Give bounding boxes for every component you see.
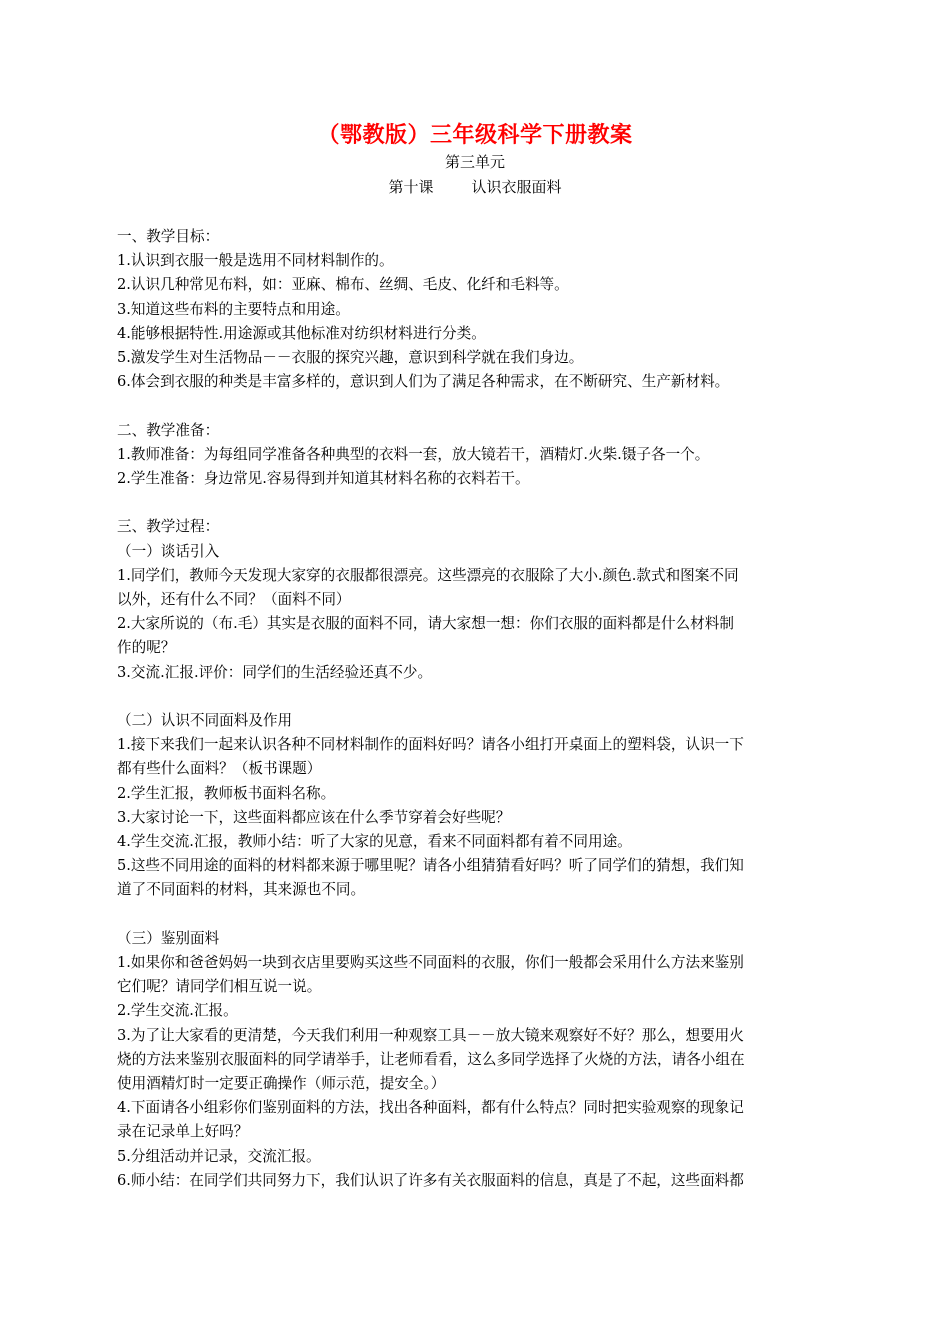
goal-item: 6.体会到衣服的种类是丰富多样的，意识到人们为了满足各种需求，在不断研究、生产新材料。	[117, 373, 730, 391]
goal-item: 2.认识几种常见布料，如：亚麻、棉布、丝绸、毛皮、化纤和毛料等。	[117, 276, 569, 294]
process-line: 5.这些不同用途的面料的材料都来源于哪里呢？请各小组猜猜看好吗？听了同学们的猜想，我们知	[117, 857, 744, 875]
process-line: 道了不同面料的材料，其来源也不同。	[117, 881, 366, 899]
subsection-heading-fabrics: （二）认识不同面料及作用	[117, 712, 293, 730]
process-line: 以外，还有什么不同？（面料不同）	[117, 591, 351, 609]
unit-heading: 第三单元	[444, 153, 505, 171]
blank-line	[117, 903, 835, 927]
process-line: 录在记录单上好吗？	[117, 1123, 249, 1141]
process-line: 3.为了让大家看的更清楚，今天我们利用一种观察工具－－放大镜来观察好不好？那么，想要用火	[117, 1026, 744, 1044]
process-line: 1.接下来我们一起来认识各种不同材料制作的面料好吗？请各小组打开桌面上的塑料袋，认识一下	[117, 736, 744, 754]
goal-item: 5.激发学生对生活物品－－衣服的探究兴趣，意识到科学就在我们身边。	[117, 349, 584, 367]
lesson-number: 第十课	[388, 178, 434, 196]
process-line: 4.学生交流.汇报，教师小结：听了大家的见意，看来不同面料都有着不同用途。	[117, 833, 632, 851]
blank-line	[117, 491, 835, 515]
lesson-heading	[0, 175, 950, 199]
process-line: 2.学生汇报，教师板书面料名称。	[117, 784, 336, 802]
blank-line	[117, 685, 835, 709]
process-line: 3.交流.汇报.评价：同学们的生活经验还真不少。	[117, 663, 433, 681]
subsection-heading-identify: （三）鉴别面料	[117, 929, 220, 947]
prep-item: 1.教师准备：为每组同学准备各种典型的衣料一套，放大镜若干，酒精灯.火柴.镊子各一个。	[117, 445, 710, 463]
document-title: （鄂教版）三年级科学下册教案	[317, 122, 633, 148]
process-line: 2.大家所说的（布.毛）其实是衣服的面料不同，请大家想一想：你们衣服的面料都是什么材料制	[117, 615, 734, 633]
process-line: 1.同学们，教师今天发现大家穿的衣服都很漂亮。这些漂亮的衣服除了大小.颜色.款式和图案不同	[117, 566, 739, 584]
document-body	[117, 225, 835, 1193]
goal-item: 3.知道这些布料的主要特点和用途。	[117, 300, 350, 318]
process-line: 烧的方法来鉴别衣服面料的同学请举手，让老师看看，这么多同学选择了火烧的方法，请各小组在	[117, 1050, 745, 1068]
process-line: 都有些什么面料？（板书课题）	[117, 760, 322, 778]
process-line: 1.如果你和爸爸妈妈一块到衣店里要购买这些不同面料的衣服，你们一般都会采用什么方法来鉴别	[117, 954, 744, 972]
process-line: 4.下面请各小组彩你们鉴别面料的方法，找出各种面料，都有什么特点？同时把实验观察的现象记	[117, 1099, 744, 1117]
prep-item: 2.学生准备：身边常见.容易得到并知道其材料名称的衣料若干。	[117, 470, 530, 488]
goal-item: 1.认识到衣服一般是选用不同材料制作的。	[117, 252, 394, 270]
lesson-name: 认识衣服面料	[471, 178, 562, 196]
section-heading-goals: 一、教学目标：	[117, 228, 220, 245]
process-line: 它们呢？请同学们相互说一说。	[117, 978, 322, 996]
section-heading-prep: 二、教学准备：	[117, 421, 220, 439]
section-heading-process: 三、教学过程：	[117, 518, 220, 536]
process-line: 3.大家讨论一下，这些面料都应该在什么季节穿着会好些呢？	[117, 808, 511, 826]
goal-item: 4.能够根据特性.用途源或其他标准对纺织材料进行分类。	[117, 324, 486, 342]
process-line: 使用酒精灯时一定要正确操作（师示范，提安全。）	[117, 1075, 446, 1093]
blank-line	[117, 394, 835, 418]
process-line: 5.分组活动并记录，交流汇报。	[117, 1147, 321, 1165]
process-line: 2.学生交流.汇报。	[117, 1002, 238, 1020]
process-line: 作的呢？	[117, 639, 176, 657]
process-line: 6.师小结：在同学们共同努力下，我们认识了许多有关衣服面料的信息，真是了不起，这些面料都	[117, 1171, 744, 1189]
subsection-heading-intro: （一）谈话引入	[117, 542, 220, 560]
